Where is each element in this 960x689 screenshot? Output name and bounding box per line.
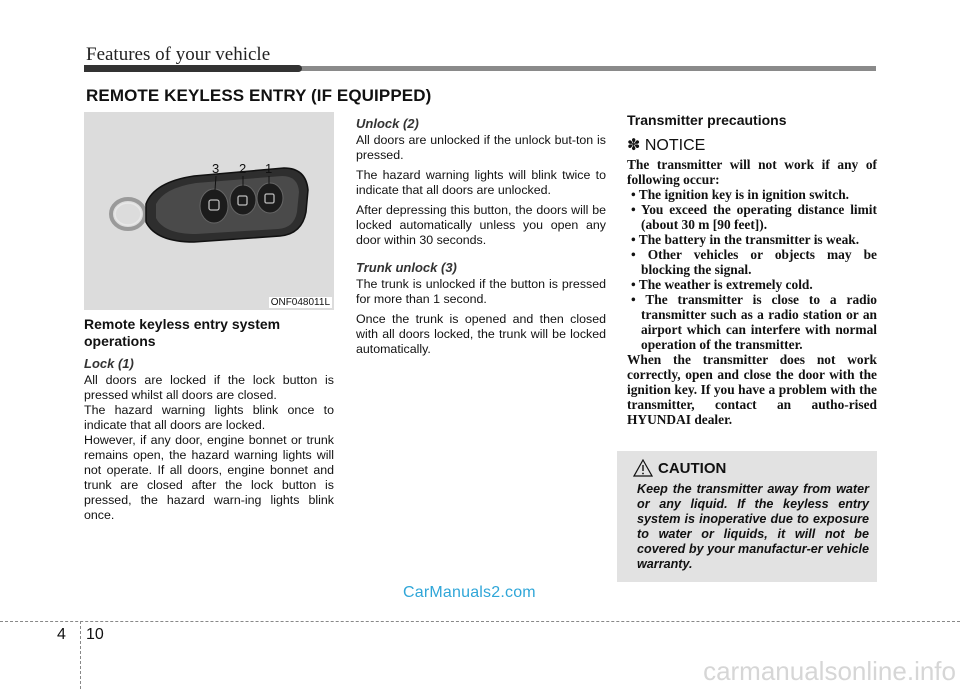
callout-2: 2 <box>239 161 247 176</box>
unlock-paragraph: After depressing this button, the doors will be locked automatically unless you open any door within 30 seconds. <box>356 203 606 247</box>
trunk-button <box>200 189 228 223</box>
unlock-paragraph: All doors are unlocked if the unlock but-ton is pressed. <box>356 133 606 162</box>
footer-divider <box>80 621 81 689</box>
lock-paragraph: All doors are locked if the lock button is pressed whilst all doors are closed. <box>84 373 334 402</box>
chapter-number: 4 <box>57 626 66 643</box>
list-item: • The battery in the transmitter is weak. <box>627 232 877 247</box>
list-item: • You exceed the operating distance limit (about 30 m [90 feet]). <box>627 202 877 232</box>
lock-button <box>257 183 283 213</box>
caution-text: Keep the transmitter away from water or any liquid. If the keyless entry system is inoperative due to exposure to water or liquids, it will not be covered by your manufactur-er vehicle warranty. <box>637 482 869 571</box>
unlock-title: Unlock (2) <box>356 116 419 131</box>
lock-paragraph: The hazard warning lights blink once to indicate that all doors are locked. <box>84 403 334 432</box>
notice-label: ✽ NOTICE <box>627 137 706 154</box>
header-rule-accent <box>84 65 302 72</box>
section-heading: REMOTE KEYLESS ENTRY (IF EQUIPPED) <box>86 86 432 105</box>
list-item: • The ignition key is in ignition switch. <box>627 187 877 202</box>
lock-paragraph: However, if any door, engine bonnet or trunk remains open, the hazard warning lights will not operate. If all doors, engine bonnet and trunk are closed after the lock button is pressed, the hazard warn-ing lights blink once. <box>84 433 334 522</box>
list-item: • The weather is extremely cold. <box>627 277 877 292</box>
unlock-button <box>230 185 256 215</box>
notice-body <box>627 157 877 427</box>
key-fob-figure <box>84 112 334 310</box>
list-item: • The transmitter is close to a radio transmitter such as a radio station or an airport which can interfere with normal operation of the transmitter. <box>627 292 877 352</box>
callout-3: 3 <box>212 161 220 176</box>
list-item: • Other vehicles or objects may be blocking the signal. <box>627 247 877 277</box>
trunk-unlock-title: Trunk unlock (3) <box>356 260 457 275</box>
footer-rule <box>0 621 960 622</box>
transmitter-precautions-heading: Transmitter precautions <box>627 112 787 128</box>
caution-box <box>617 451 877 582</box>
caution-label: CAUTION <box>658 459 727 477</box>
notice-outro: When the transmitter does not work correctly, open and close the door with the ignition key. If you have a problem with the transmitter, contact an autho-rised HYUNDAI dealer. <box>627 352 877 427</box>
column-middle <box>356 112 606 362</box>
column-left <box>84 112 334 528</box>
trunk-paragraph: The trunk is unlocked if the button is pressed for more than 1 second. <box>356 277 606 306</box>
unlock-paragraph: The hazard warning lights will blink twice to indicate that all doors are unlocked. <box>356 168 606 197</box>
trunk-paragraph: Once the trunk is opened and then closed with all doors locked, the trunk will be locked automatically. <box>356 312 606 356</box>
lock-title: Lock (1) <box>84 356 134 371</box>
rke-operations-heading: Remote keyless entry system operations <box>84 316 281 349</box>
header-title: Features of your vehicle <box>86 44 271 65</box>
warning-triangle-icon <box>633 459 653 477</box>
column-right <box>627 112 877 427</box>
page-number: 10 <box>86 626 104 643</box>
footer-site-watermark: carmanualsonline.info <box>703 656 956 686</box>
key-fob-illustration <box>84 112 334 310</box>
figure-code: ONF048011L <box>270 297 330 308</box>
notice-intro: The transmitter will not work if any of following occur: <box>627 157 877 187</box>
callout-1: 1 <box>265 161 273 176</box>
watermark-link[interactable]: CarManuals2.com <box>403 584 536 601</box>
caution-header <box>633 459 726 477</box>
notice-list <box>627 187 877 352</box>
